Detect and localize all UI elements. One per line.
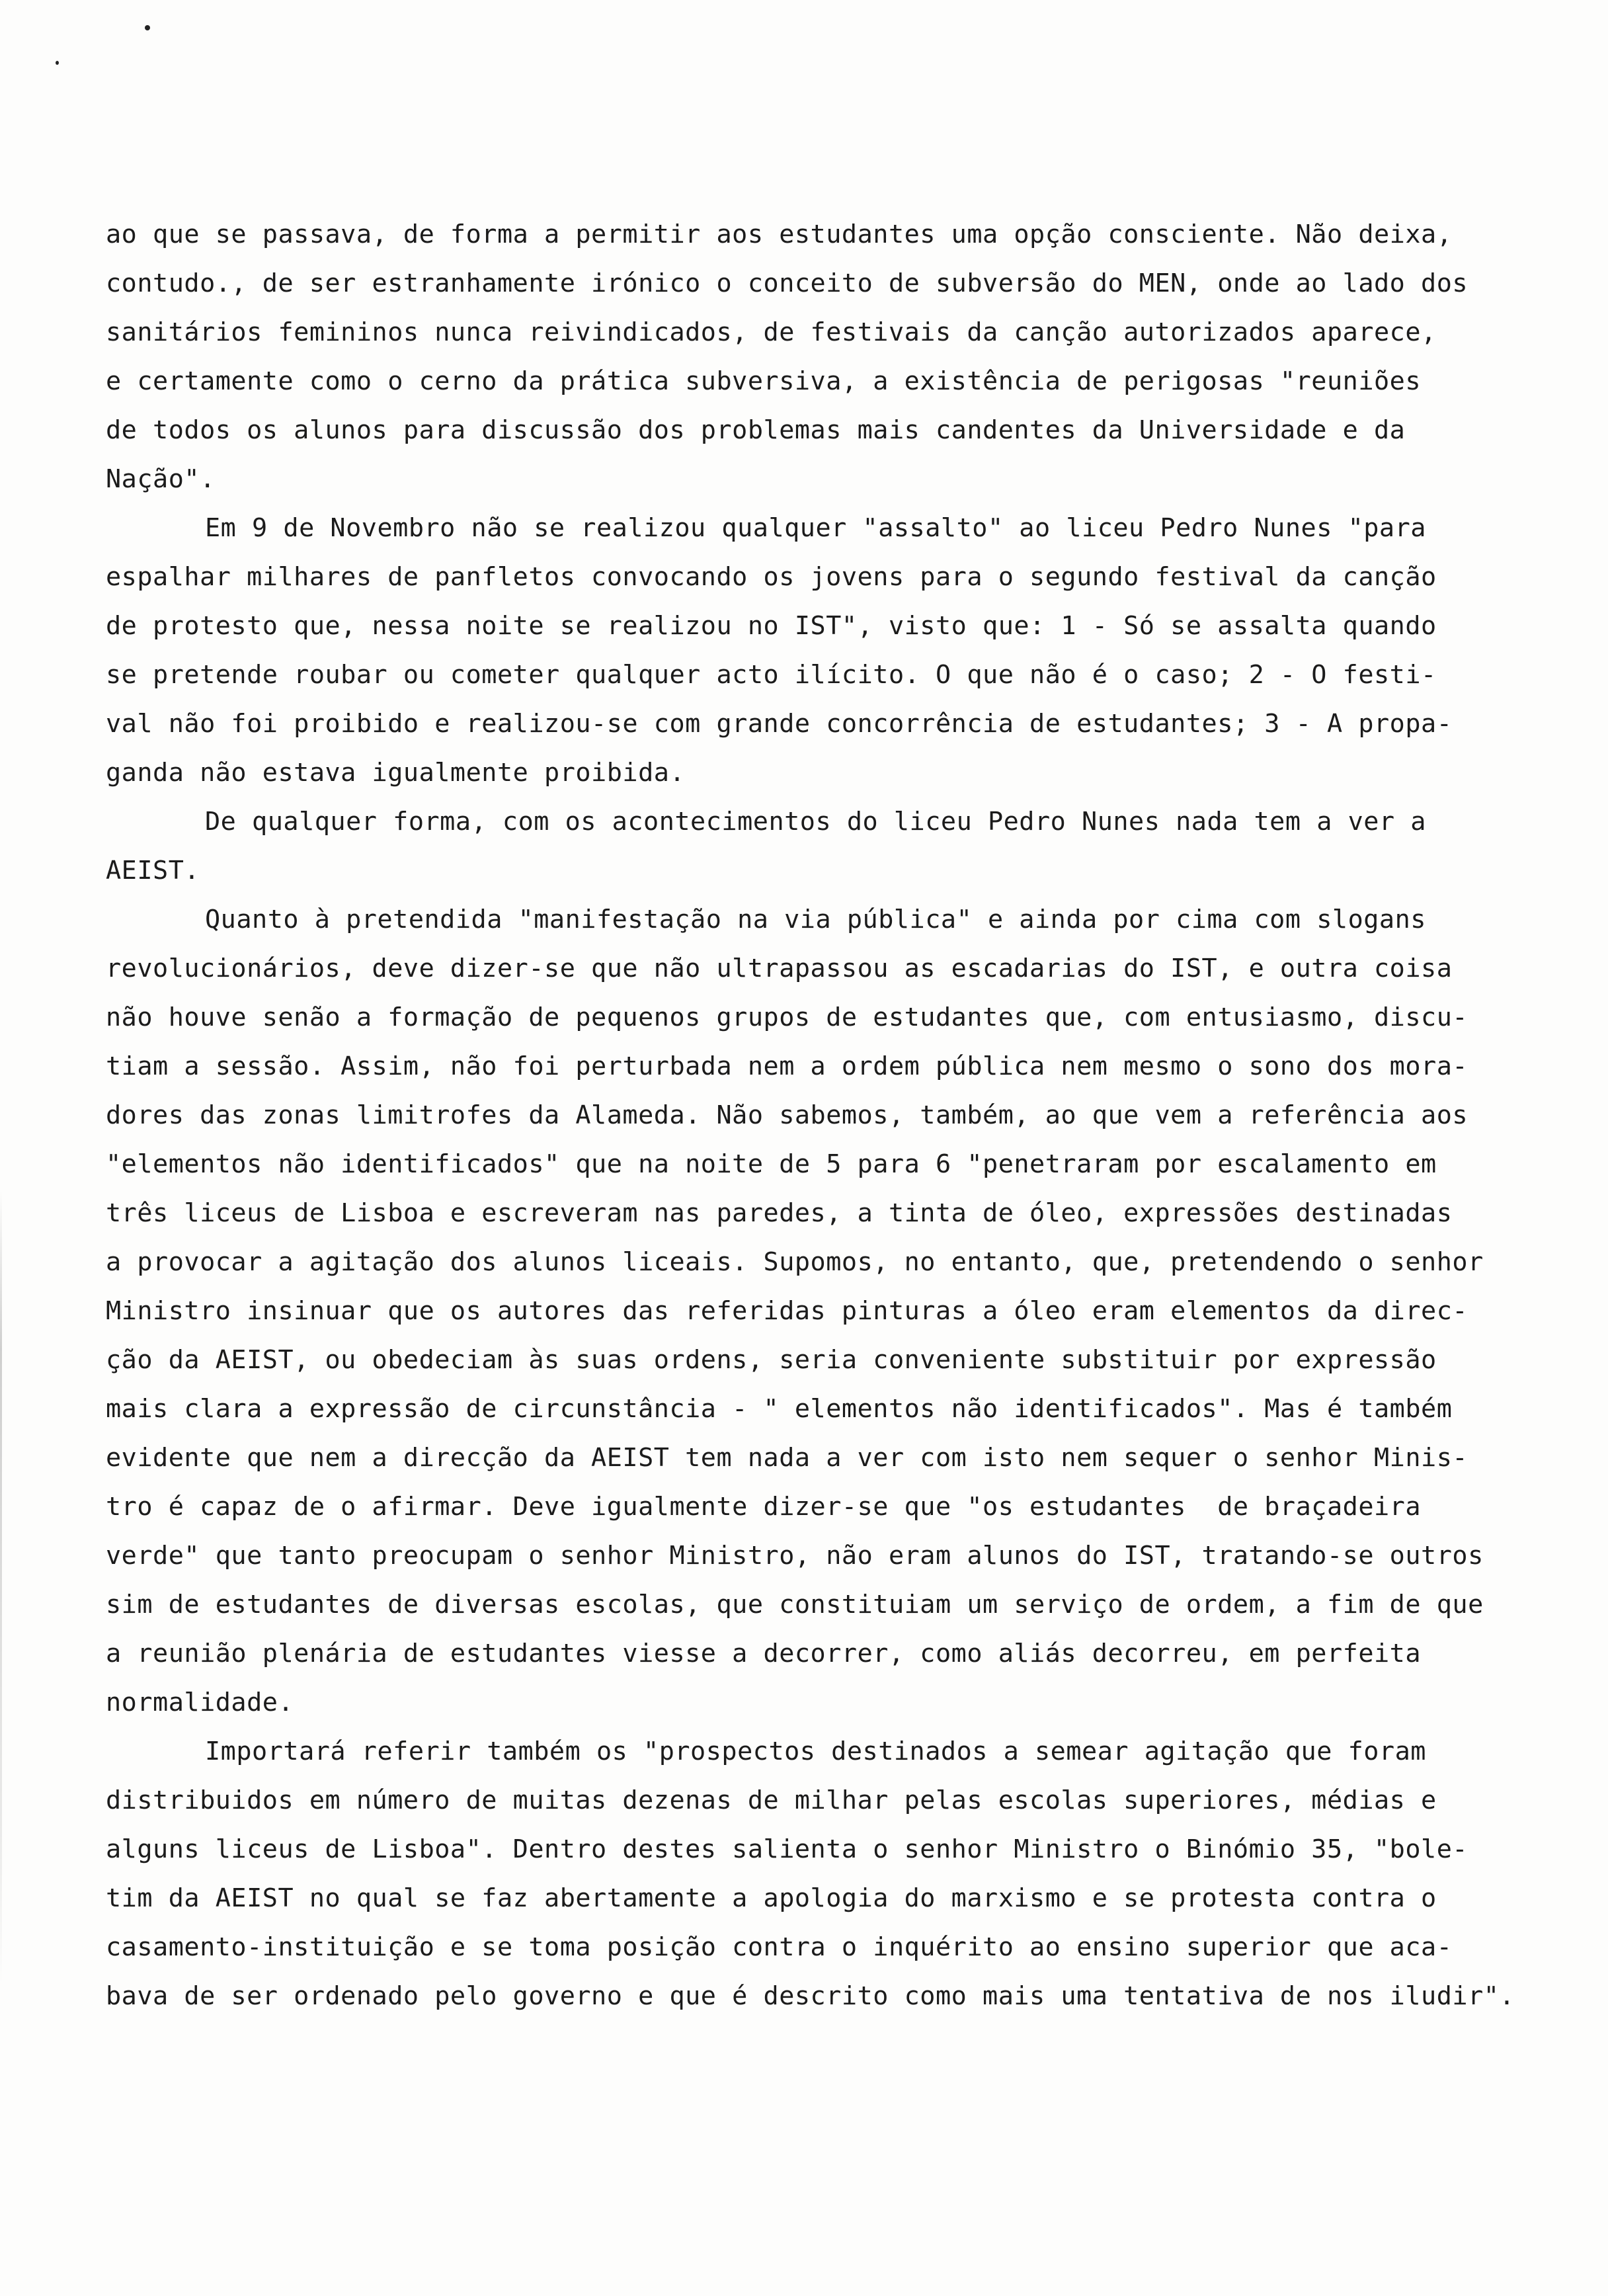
text-line: alguns liceus de Lisboa". Dentro destes salienta o senhor Ministro o Binómio 35, "bole-: [106, 1834, 1468, 1864]
paragraph-1: [106, 210, 1527, 504]
text-line: normalidade.: [106, 1688, 294, 1717]
text-line: val não foi proibido e realizou-se com grande concorrência de estudantes; 3 - A propa-: [106, 709, 1453, 739]
text-line: mais clara a expressão de circunstância - " elementos não identificados". Mas é também: [106, 1394, 1453, 1424]
text-line: verde" que tanto preocupam o senhor Ministro, não eram alunos do IST, tratando-se outros: [106, 1541, 1484, 1571]
text-line: a reunião plenária de estudantes viesse a decorrer, como aliás decorreu, em perfeita: [106, 1639, 1422, 1668]
text-line: Nação".: [106, 464, 216, 494]
text-line: de protesto que, nessa noite se realizou no IST", visto que: 1 - Só se assalta quando: [106, 611, 1437, 641]
text-line: Em 9 de Novembro não se realizou qualquer "assalto" ao liceu Pedro Nunes "para: [205, 513, 1426, 543]
text-line: sanitários femininos nunca reivindicados, de festivais da canção autorizados aparece,: [106, 317, 1437, 347]
text-line: "elementos não identificados" que na noite de 5 para 6 "penetraram por escalamento em: [106, 1149, 1437, 1179]
text-line: De qualquer forma, com os acontecimentos do liceu Pedro Nunes nada tem a ver a: [205, 807, 1426, 837]
text-line: não houve senão a formação de pequenos grupos de estudantes que, com entusiasmo, discu-: [106, 1003, 1468, 1032]
text-line: tro é capaz de o afirmar. Deve igualmente dizer-se que "os estudantes de braçadeira: [106, 1492, 1422, 1522]
text-line: a provocar a agitação dos alunos liceais. Supomos, no entanto, que, pretendendo o senhor: [106, 1247, 1484, 1277]
text-line: tiam a sessão. Assim, não foi perturbada nem a ordem pública nem mesmo o sono dos mora-: [106, 1051, 1468, 1081]
text-line: AEIST.: [106, 856, 200, 885]
text-line: casamento-instituição e se toma posição contra o inquérito ao ensino superior que aca-: [106, 1932, 1453, 1962]
page-edge-shadow: [0, 1190, 2, 1984]
text-line: Ministro insinuar que os autores das referidas pinturas a óleo eram elementos da direc-: [106, 1296, 1468, 1326]
text-line: de todos os alunos para discussão dos problemas mais candentes da Universidade e da: [106, 415, 1406, 445]
text-line: bava de ser ordenado pelo governo e que é descrito como mais uma tentativa de nos iludir".: [106, 1981, 1515, 2011]
text-line: tim da AEIST no qual se faz abertamente a apologia do marxismo e se protesta contra o: [106, 1883, 1437, 1913]
text-line: sim de estudantes de diversas escolas, que constituiam um serviço de ordem, a fim de que: [106, 1590, 1484, 1620]
text-line: ção da AEIST, ou obedeciam às suas ordens, seria conveniente substituir por expressão: [106, 1345, 1437, 1375]
paragraph-2: [106, 504, 1527, 798]
text-line: dores das zonas limitrofes da Alameda. Não sabemos, também, ao que vem a referência aos: [106, 1100, 1468, 1130]
text-line: Quanto à pretendida "manifestação na via pública" e ainda por cima com slogans: [205, 905, 1426, 934]
text-line: ganda não estava igualmente proibida.: [106, 758, 686, 788]
text-line: e certamente como o cerno da prática subversiva, a existência de perigosas "reuniões: [106, 366, 1422, 396]
text-line: revolucionários, deve dizer-se que não ultrapassou as escadarias do IST, e outra coisa: [106, 954, 1453, 983]
text-line: Importará referir também os "prospectos destinados a semear agitação que foram: [205, 1737, 1426, 1766]
text-line: espalhar milhares de panfletos convocando os jovens para o segundo festival da canção: [106, 562, 1437, 592]
text-line: ao que se passava, de forma a permitir aos estudantes uma opção consciente. Não deixa,: [106, 220, 1453, 249]
document-body: [106, 210, 1527, 2021]
paper-speck: [145, 25, 150, 30]
text-line: contudo., de ser estranhamente irónico o conceito de subversão do MEN, onde ao lado dos: [106, 268, 1468, 298]
paragraph-5: [106, 1727, 1527, 2021]
text-line: distribuidos em número de muitas dezenas de milhar pelas escolas superiores, médias e: [106, 1785, 1437, 1815]
paragraph-4: [106, 895, 1527, 1727]
paper-speck: [56, 61, 59, 65]
paragraph-3: [106, 798, 1527, 895]
text-line: se pretende roubar ou cometer qualquer acto ilícito. O que não é o caso; 2 - O festi-: [106, 660, 1437, 690]
text-line: três liceus de Lisboa e escreveram nas paredes, a tinta de óleo, expressões destinadas: [106, 1198, 1453, 1228]
text-line: evidente que nem a direcção da AEIST tem nada a ver com isto nem sequer o senhor Minis-: [106, 1443, 1468, 1473]
